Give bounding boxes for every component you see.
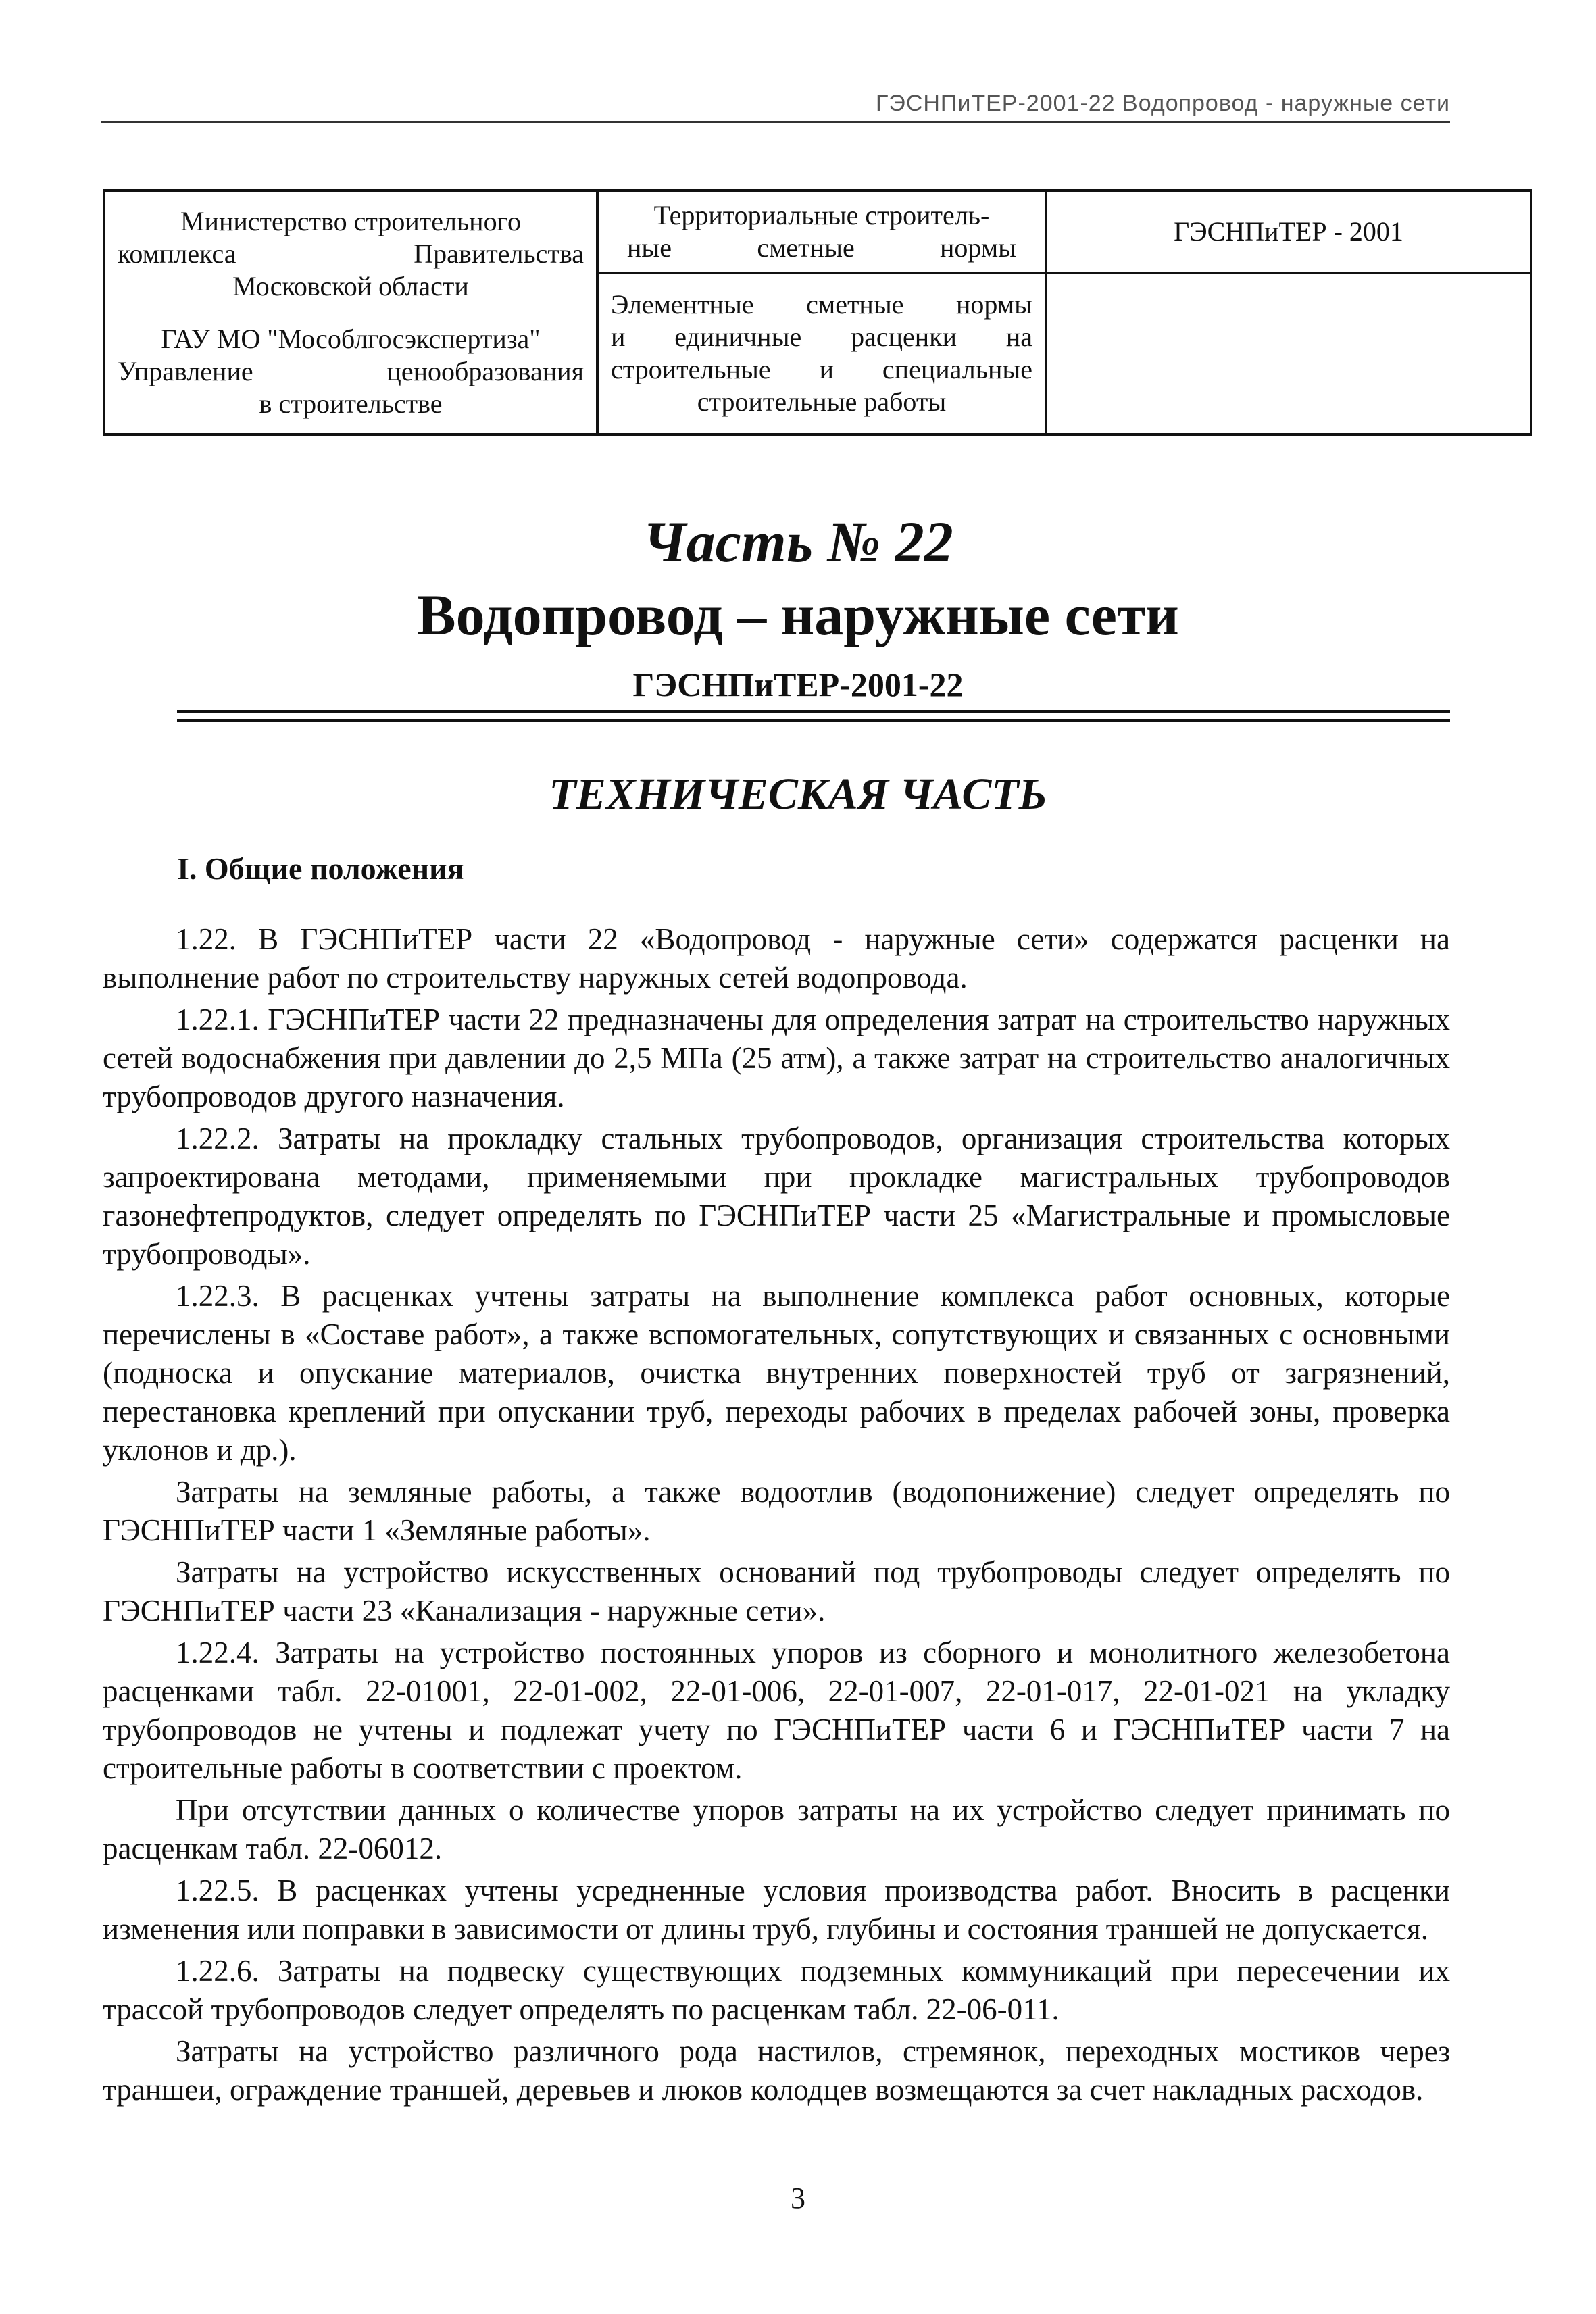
paragraph: Затраты на устройство различного рода настилов, стремянок, переходных мостиков через траншеи, ограждение траншей, деревьев и люков колодцев возмещаются за счет накладных расходов. — [103, 2034, 1450, 2107]
technical-part-title: ТЕХНИЧЕСКАЯ ЧАСТЬ — [549, 770, 1047, 819]
ministry-line: Московской области — [232, 270, 469, 301]
agency-line: Управление ценообразования — [118, 355, 584, 386]
norms-type-line: Территориальные строитель- — [653, 199, 990, 230]
agency-block — [118, 322, 584, 422]
paragraph: 1.22.6. Затраты на подвеску существующих подземных коммуникаций при пересечении их трассой трубопроводов следует определять по расценкам табл. 22-06-011. — [103, 1954, 1450, 2026]
page-number: 3 — [791, 2182, 805, 2215]
document-title: Водопровод – наружные сети — [417, 582, 1179, 647]
paragraph: 1.22.3. В расценках учтены затраты на выполнение комплекса работ основных, которые перечислены в «Составе работ», а также вспомогательных, сопутствующих и связанных с основными (подноска и опускание материалов, очистка внутренних поверхностей труб от загрязнений, перестановка креплений при опускании труб, переходы рабочих в пределах рабочей зоны, проверка уклонов и др.). — [103, 1279, 1450, 1467]
running-header: ГЭСНПиТЕР-2001-22 Водопровод - наружные сети — [101, 91, 1450, 123]
header-cell-code: ГЭСНПиТЕР - 2001 — [1046, 191, 1531, 273]
title-double-rule — [177, 710, 1450, 722]
part-number: Часть № 22 — [643, 509, 953, 574]
header-table — [103, 189, 1532, 436]
norms-type-line: ные сметные нормы — [627, 232, 1016, 263]
norms-desc-line: Элементные сметные нормы — [611, 289, 1032, 320]
header-cell-norms-desc — [597, 273, 1046, 434]
ministry-line: комплекса Правительства — [118, 238, 584, 269]
agency-line: в строительстве — [259, 388, 443, 419]
paragraph: 1.22.5. В расценках учтены усредненные условия производства работ. Вносить в расценки изменения или поправки в зависимости от длины труб, глубины и состояния траншей не допускается. — [103, 1873, 1450, 1946]
ministry-block — [118, 204, 584, 304]
ministry-line: Министерство строительного — [180, 205, 521, 236]
paragraph: При отсутствии данных о количестве упоров затраты на их устройство следует принимать по расценкам табл. 22-06012. — [103, 1793, 1450, 1865]
norms-desc-line: строительные работы — [697, 386, 947, 418]
header-cell-empty — [1046, 273, 1531, 434]
section-title: I. Общие положения — [177, 851, 464, 886]
paragraph: 1.22. В ГЭСНПиТЕР части 22 «Водопровод - наружные сети» содержатся расценки на выполнение работ по строительству наружных сетей водопровода. — [103, 922, 1450, 995]
header-cell-organizations — [104, 191, 597, 434]
paragraph: 1.22.2. Затраты на прокладку стальных трубопроводов, организация строительства которых запроектирована методами, применяемыми при прокладке магистральных трубопроводов газонефтепродуктов, следует определять по ГЭСНПиТЕР части 25 «Магистральные и промысловые трубопроводы». — [103, 1122, 1450, 1271]
paragraph: Затраты на земляные работы, а также водоотлив (водопонижение) следует определять по ГЭСНПиТЕР части 1 «Земляные работы». — [103, 1475, 1450, 1547]
header-cell-norms-type — [597, 191, 1046, 273]
paragraph: 1.22.4. Затраты на устройство постоянных упоров из сборного и монолитного железобетона расценками табл. 22-01001, 22-01-002, 22-01-006, 22-01-007, 22-01-017, 22-01-021 на укладку трубопроводов не учтены и подлежат учету по ГЭСНПиТЕР части 6 и ГЭСНПиТЕР части 7 на строительные работы в соответствии с проектом. — [103, 1636, 1450, 1785]
body-text — [103, 920, 1450, 2113]
norms-desc-line: строительные и специальные — [611, 354, 1032, 385]
document-code: ГЭСНПиТЕР-2001-22 — [632, 665, 964, 703]
agency-line: ГАУ МО "Мособлгосэкспертиза" — [161, 323, 541, 354]
paragraph: Затраты на устройство искусственных оснований под трубопроводы следует определять по ГЭСНПиТЕР части 23 «Канализация - наружные сети». — [103, 1555, 1450, 1628]
norms-desc-line: и единичные расценки на — [611, 322, 1032, 353]
paragraph: 1.22.1. ГЭСНПиТЕР части 22 предназначены для определения затрат на строительство наружных сетей водоснабжения при давлении до 2,5 МПа (25 атм), а также затрат на строительство аналогичных трубопроводов другого назначения. — [103, 1003, 1450, 1113]
